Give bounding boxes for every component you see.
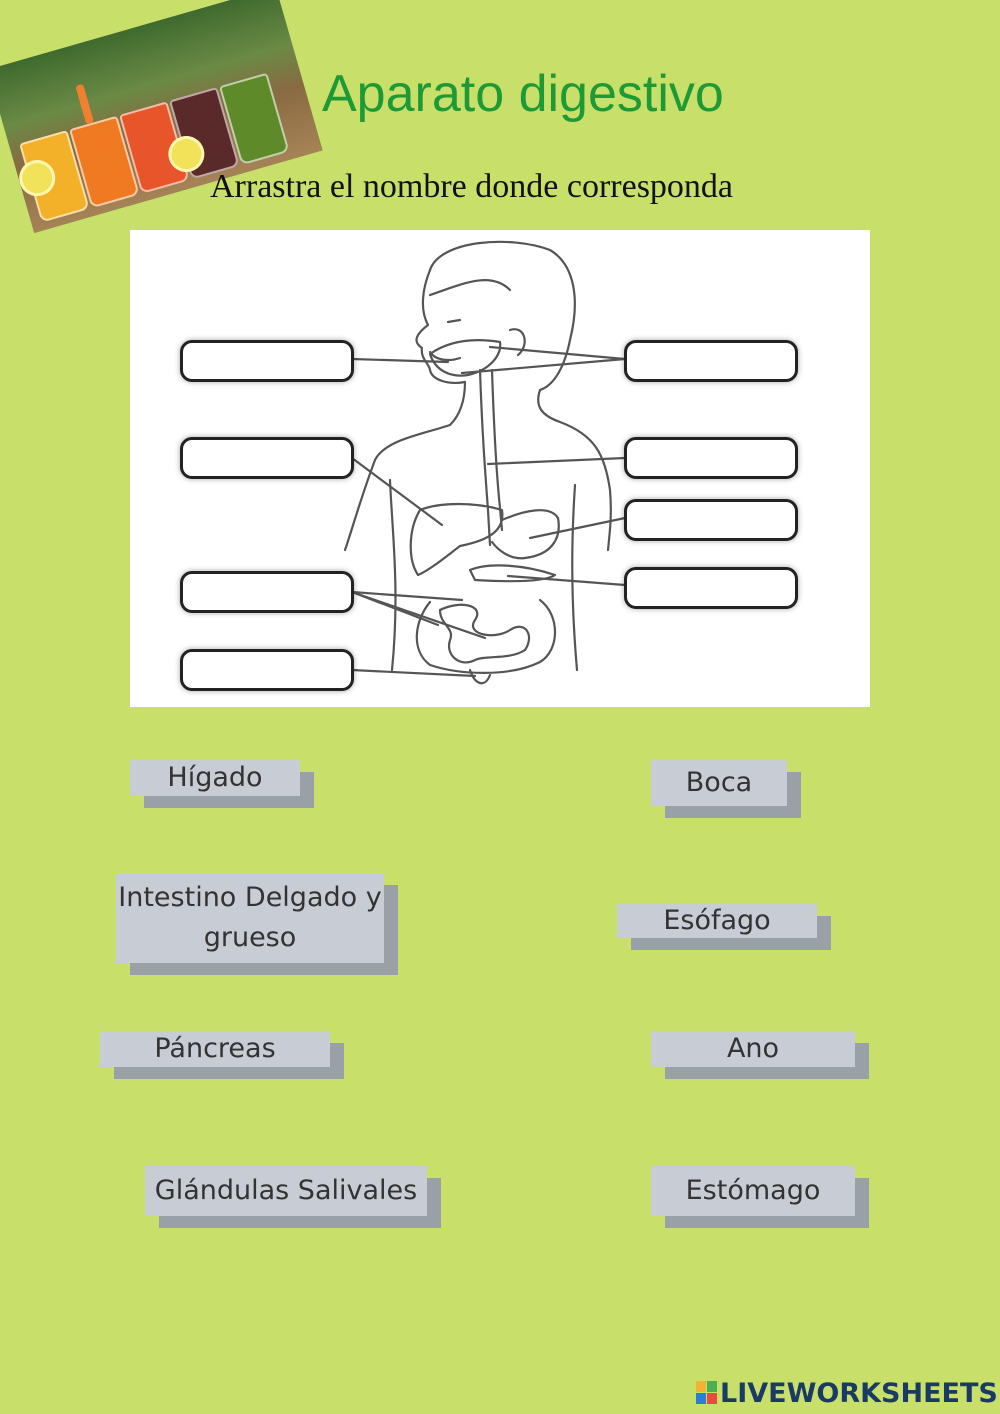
page-title: Aparato digestivo	[322, 65, 724, 123]
label-card-pancreas[interactable]: Páncreas	[100, 1031, 330, 1067]
label-card-boca[interactable]: Boca	[651, 760, 787, 806]
drop-target-right-3[interactable]	[624, 499, 798, 541]
label-card-esofago[interactable]: Esófago	[617, 904, 817, 938]
label-card-higado[interactable]: Hígado	[130, 760, 300, 796]
drop-target-left-2[interactable]	[180, 437, 354, 479]
label-card-intestino[interactable]: Intestino Delgado y grueso	[116, 873, 384, 963]
liveworksheets-brand	[696, 1378, 998, 1409]
label-card-estomago[interactable]: Estómago	[651, 1166, 855, 1216]
drop-target-left-4[interactable]	[180, 649, 354, 691]
drop-target-right-1[interactable]	[624, 340, 798, 382]
drop-target-left-1[interactable]	[180, 340, 354, 382]
digestive-system-diagram	[130, 230, 870, 707]
drop-target-left-3[interactable]	[180, 571, 354, 613]
label-card-glandulas[interactable]: Glándulas Salivales	[145, 1166, 427, 1216]
brand-text: LIVEWORKSHEETS	[720, 1378, 998, 1409]
label-card-ano[interactable]: Ano	[651, 1031, 855, 1067]
drop-target-right-4[interactable]	[624, 567, 798, 609]
liveworksheets-logo-icon	[696, 1381, 718, 1405]
instruction-text: Arrastra el nombre donde corresponda	[210, 168, 734, 205]
drop-target-right-2[interactable]	[624, 437, 798, 479]
